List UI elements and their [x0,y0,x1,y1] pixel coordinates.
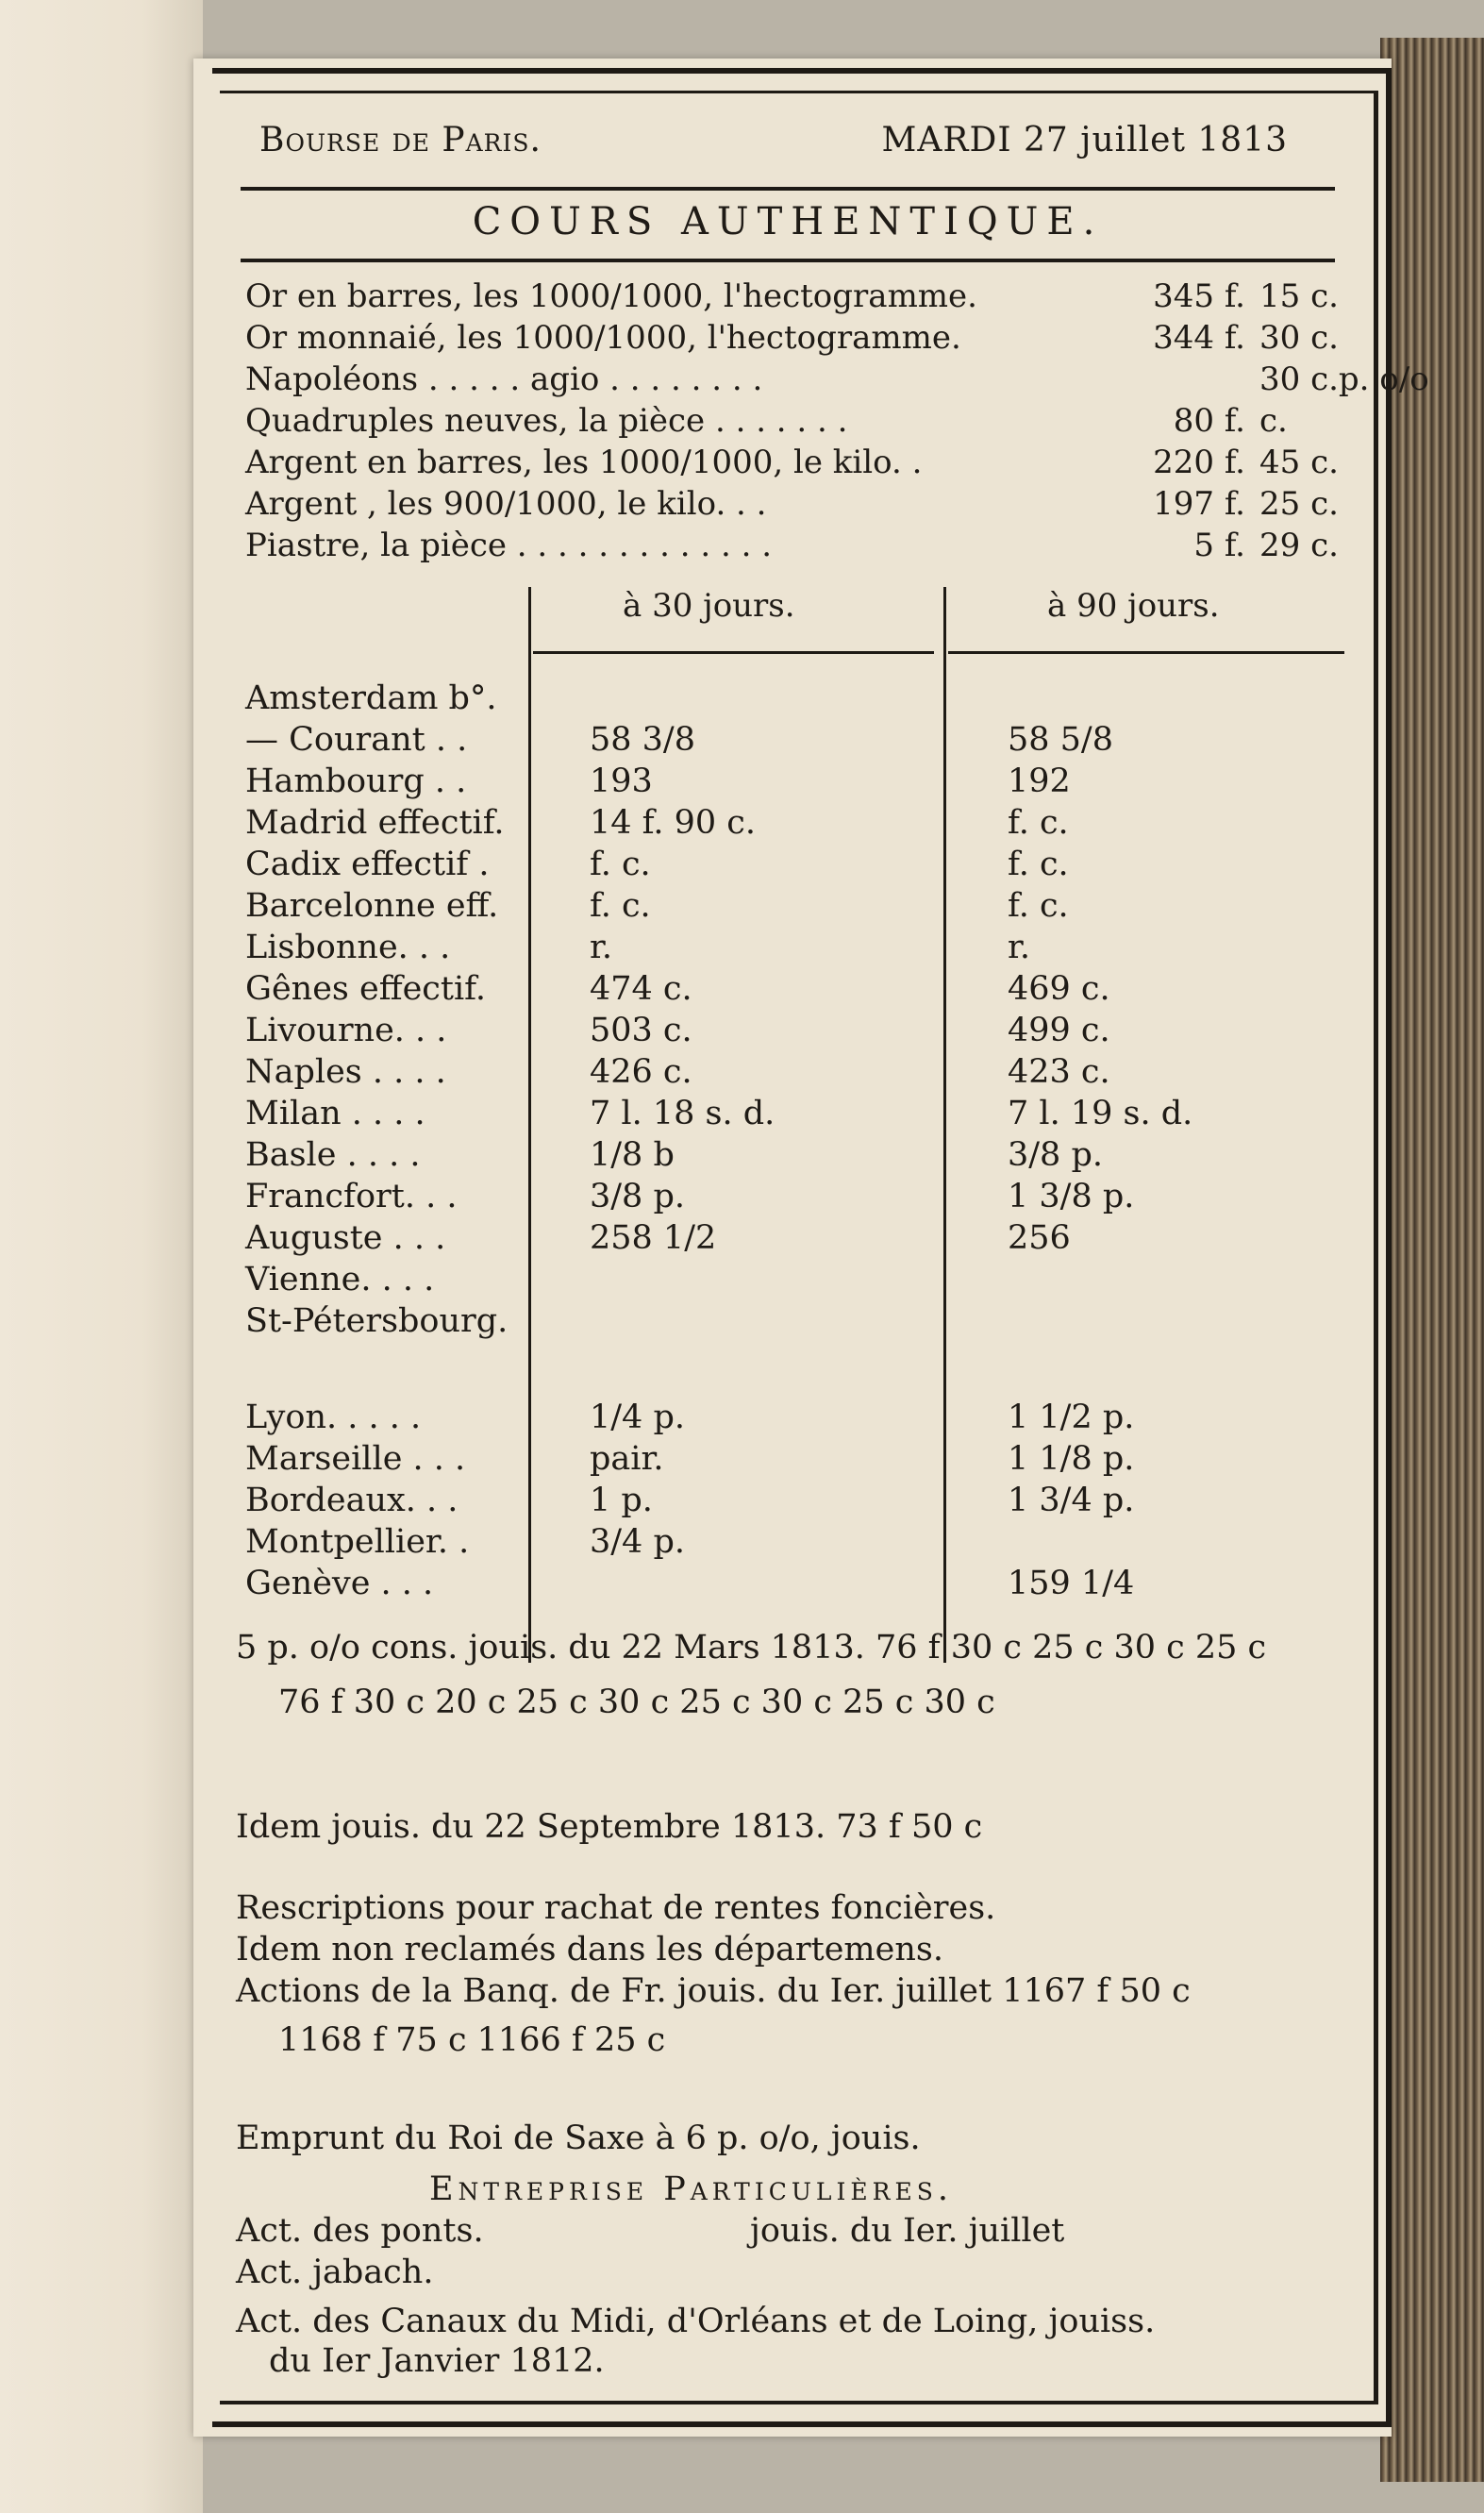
title-rule [241,259,1335,262]
act-ponts-jouis: jouis. du Ier. juillet [750,2212,1065,2250]
metal-cent: 45 c. [1259,444,1339,481]
metal-cent: 29 c. [1259,527,1339,564]
city: Livourne. . . [245,1012,447,1049]
city: Amsterdam b°. [245,679,497,717]
exchange-row [245,721,1283,762]
rate-30: 1/8 b [590,1136,675,1174]
city: Hambourg . . [245,762,467,800]
metal-label: Or en barres, les 1000/1000, l'hectogramme. [245,277,977,315]
metal-price: 80 f. [1173,402,1245,440]
exchange-row [245,1053,1283,1095]
rate-30: 193 [590,762,653,800]
rate-30: 7 l. 18 s. d. [590,1095,775,1132]
domestic-row [245,1440,1283,1482]
rescriptions-line: Rescriptions pour rachat de rentes foncières. [236,1889,996,1927]
rate-90: 499 c. [1008,1012,1110,1049]
metal-row [245,402,1406,444]
city: Cadix effectif . [245,846,490,883]
metal-cent: c. [1259,402,1288,440]
metal-row [245,527,1406,568]
rentes-line: Idem jouis. du 22 Septembre 1813. 73 f 50 c [236,1808,983,1846]
metal-row [245,319,1406,360]
city: Madrid effectif. [245,804,505,842]
rate-30: 503 c. [590,1012,692,1049]
act-ponts-line: Act. des ponts. [236,2212,484,2250]
exchange-row [245,1302,1283,1344]
rate-30: f. c. [590,846,651,883]
entreprise-heading: Entreprise Particulières. [429,2170,953,2208]
domestic-row [245,1523,1283,1565]
header-rule [241,187,1335,191]
rate-90: 423 c. [1008,1053,1110,1091]
rate-30: 258 1/2 [590,1219,717,1257]
rate-90: f. c. [1008,804,1069,842]
city: Auguste . . . [245,1219,446,1257]
exchange-row [245,1219,1283,1261]
exchange-row [245,1261,1283,1302]
city: Montpellier. . [245,1523,470,1561]
city: St-Pétersbourg. [245,1302,509,1340]
rate-90: 1 3/8 p. [1008,1178,1135,1215]
header-left: Bourse de Paris. [259,121,542,159]
metal-row [245,360,1429,402]
metal-price: 345 f. [1153,277,1245,315]
rate-30: 1 p. [590,1482,653,1519]
city: Gênes effectif. [245,970,486,1008]
exchange-row [245,762,1283,804]
city: Lyon. . . . . [245,1399,422,1436]
header-date: MARDI 27 juillet 1813 [881,121,1288,159]
act-canaux-date: du Ier Janvier 1812. [269,2342,605,2380]
exchange-row [245,679,1283,721]
col-rule [948,651,1344,654]
metal-cent: 30 c. [1259,319,1339,357]
book-gutter [0,0,203,2513]
rate-30: r. [590,929,613,966]
exchange-row [245,1178,1283,1219]
rentes-line: 5 p. o/o cons. jouis. du 22 Mars 1813. 76 f 30 c 25 c 30 c 25 c [236,1629,1267,1667]
metal-row [245,444,1406,485]
rate-90: r. [1008,929,1031,966]
metal-cent: 25 c. [1259,485,1339,523]
rate-90: f. c. [1008,887,1069,925]
domestic-row [245,1565,1283,1606]
city: Vienne. . . . [245,1261,435,1298]
metal-label: Quadruples neuves, la pièce . . . . . . . [245,402,848,440]
city: Milan . . . . [245,1095,425,1132]
metal-price: 197 f. [1153,485,1245,523]
exchange-row [245,804,1283,846]
metal-label: Argent en barres, les 1000/1000, le kilo. . [245,444,923,481]
rate-90: 256 [1008,1219,1071,1257]
exchange-row [245,1136,1283,1178]
col-90-days: à 90 jours. [1047,587,1220,625]
rate-30: f. c. [590,887,651,925]
domestic-row [245,1399,1283,1440]
city: Basle . . . . [245,1136,421,1174]
metal-price: 344 f. [1153,319,1245,357]
rate-30: 3/4 p. [590,1523,685,1561]
exchange-row [245,887,1283,929]
city: — Courant . . [245,721,468,759]
act-canaux-line: Act. des Canaux du Midi, d'Orléans et de Loing, jouiss. [236,2303,1156,2340]
rate-30: 426 c. [590,1053,692,1091]
rate-90: 7 l. 19 s. d. [1008,1095,1193,1132]
exchange-row [245,929,1283,970]
rate-90: 469 c. [1008,970,1110,1008]
rate-30: 3/8 p. [590,1178,685,1215]
domestic-row [245,1482,1283,1523]
emprunt-line: Emprunt du Roi de Saxe à 6 p. o/o, jouis. [236,2119,921,2157]
city: Barcelonne eff. [245,887,499,925]
metal-price: 5 f. [1193,527,1245,564]
city: Naples . . . . [245,1053,446,1091]
rate-90: 1 3/4 p. [1008,1482,1135,1519]
rate-90: 192 [1008,762,1071,800]
rate-30: 58 3/8 [590,721,695,759]
rate-30: 14 f. 90 c. [590,804,757,842]
exchange-row [245,1095,1283,1136]
metal-label: Or monnaié, les 1000/1000, l'hectogramme. [245,319,961,357]
col-30-days: à 30 jours. [623,587,795,625]
document-page [193,59,1429,2437]
metal-cent: 15 c. [1259,277,1339,315]
rate-90: 1 1/8 p. [1008,1440,1135,1478]
city: Francfort. . . [245,1178,458,1215]
act-jabach-line: Act. jabach. [236,2253,434,2291]
rate-30: pair. [590,1440,664,1478]
rate-30: 474 c. [590,970,692,1008]
city: Bordeaux. . . [245,1482,459,1519]
rate-90: 1 1/2 p. [1008,1399,1135,1436]
exchange-row [245,846,1283,887]
metal-row [245,485,1406,527]
rate-90: 159 1/4 [1008,1565,1135,1602]
metal-label: Napoléons . . . . . agio . . . . . . . . [245,360,763,398]
actions-banque-line: Actions de la Banq. de Fr. jouis. du Ier. juillet 1167 f 50 c [236,1972,1191,2010]
page-header [259,115,1288,166]
rate-30: 1/4 p. [590,1399,685,1436]
metal-label: Argent , les 900/1000, le kilo. . . [245,485,767,523]
rate-90: 3/8 p. [1008,1136,1103,1174]
metal-price: 220 f. [1153,444,1245,481]
exchange-row [245,1012,1283,1053]
col-rule [533,651,934,654]
metal-label: Piastre, la pièce . . . . . . . . . . . . . [245,527,772,564]
page-title: COURS AUTHENTIQUE. [472,200,1104,243]
rentes-line: 76 f 30 c 20 c 25 c 30 c 25 c 30 c 25 c 30 c [278,1684,995,1721]
rate-90: f. c. [1008,846,1069,883]
city: Marseille . . . [245,1440,466,1478]
exchange-row [245,970,1283,1012]
city: Genève . . . [245,1565,434,1602]
metal-row [245,277,1406,319]
actions-banque-line: 1168 f 75 c 1166 f 25 c [278,2021,666,2059]
idem-line: Idem non reclamés dans les départemens. [236,1931,943,1969]
city: Lisbonne. . . [245,929,451,966]
metal-cent: 30 c.p. o/o [1259,360,1429,398]
rate-90: 58 5/8 [1008,721,1113,759]
